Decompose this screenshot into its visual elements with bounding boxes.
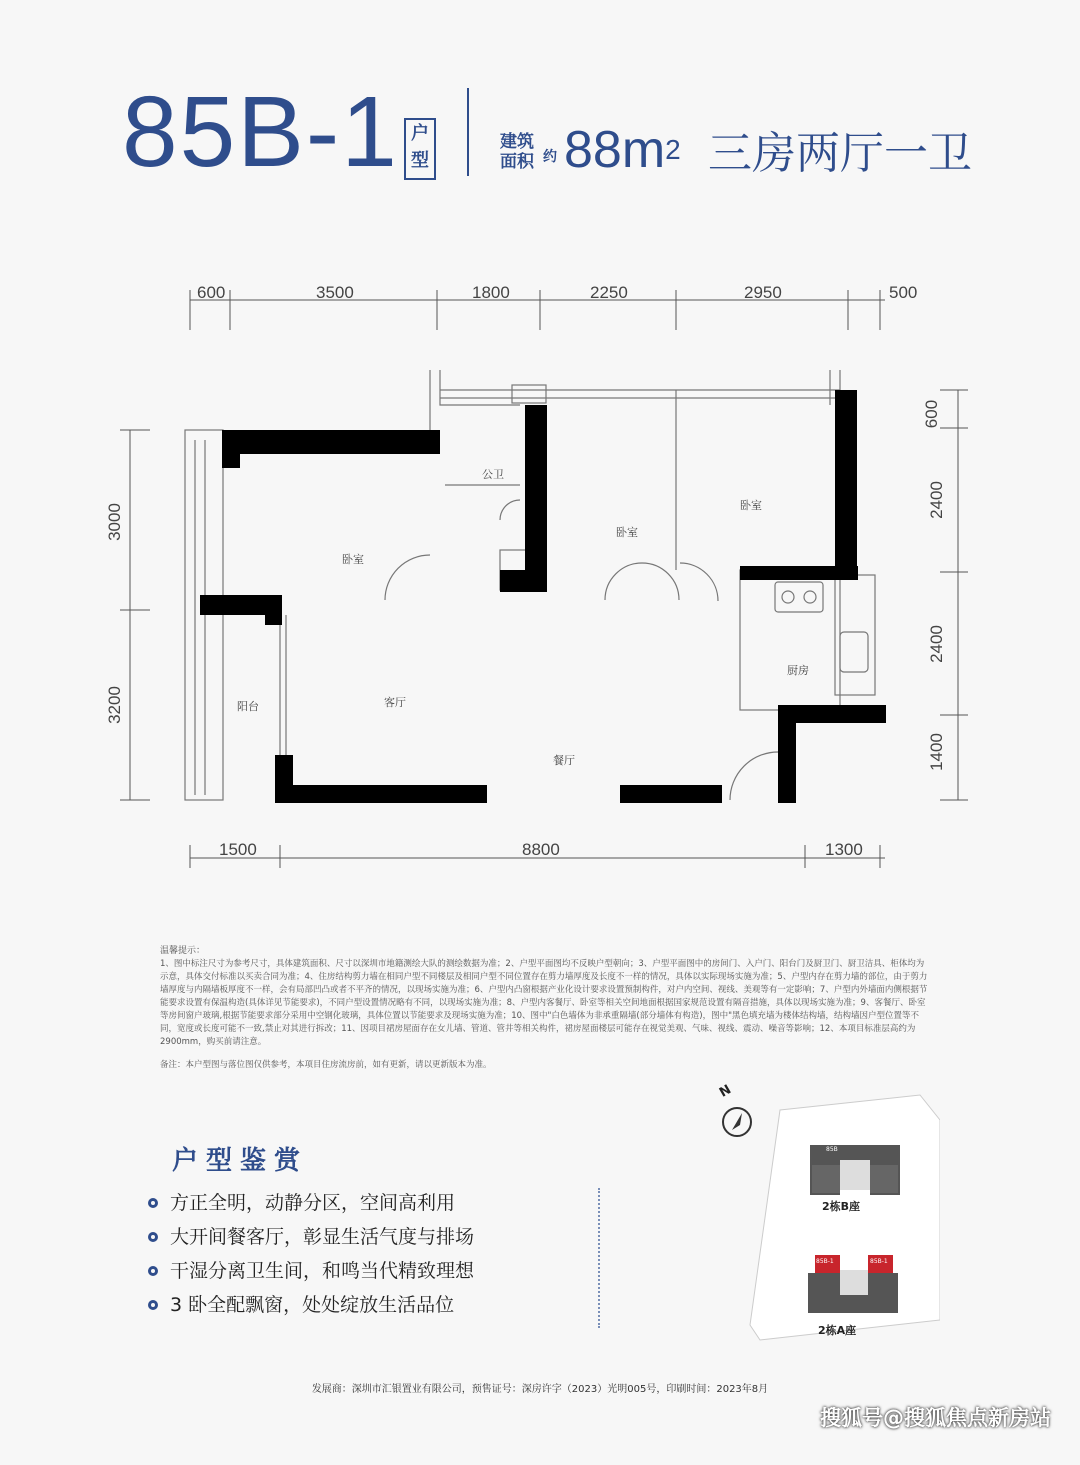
bullet-icon (148, 1300, 158, 1310)
dim-top-6: 500 (889, 283, 918, 302)
room-bedroom-3: 卧室 (740, 500, 762, 512)
feature-list (148, 1186, 474, 1322)
notes-footnote: 备注：本户型图与落位图仅供参考，本项目住房流房前，如有更新，请以更新版本为准。 (160, 1060, 492, 1070)
dim-right-4: 1400 (926, 733, 946, 771)
building-a-label: 2栋A座 (818, 1324, 857, 1337)
site-plan-drawing (690, 1070, 940, 1345)
area-approx: 约 (543, 149, 557, 165)
dotted-separator (598, 1188, 600, 1328)
room-bedroom-2: 卧室 (616, 527, 638, 539)
bullet-icon (148, 1232, 158, 1242)
notes-title: 温馨提示： (160, 946, 206, 956)
room-bathroom: 公卫 (482, 469, 504, 481)
dim-top-3: 1800 (472, 283, 510, 302)
dim-top-1: 600 (197, 283, 226, 302)
floor-plan (0, 270, 1080, 870)
dim-bottom-2: 8800 (522, 840, 560, 859)
room-bedroom-1: 卧室 (342, 554, 364, 566)
dim-right-3: 2400 (926, 625, 946, 663)
compass-label: N (716, 1082, 734, 1101)
room-balcony: 阳台 (237, 701, 259, 713)
dim-top-2: 3500 (316, 283, 354, 302)
room-dining: 餐厅 (553, 755, 575, 767)
footer: 发展商：深圳市汇银置业有限公司，预售证号：深房许字（2023）光明005号，印刷时间：2023年8月 (311, 1384, 769, 1395)
bullet-icon (148, 1266, 158, 1276)
bullet-icon (148, 1198, 158, 1208)
building-b-label: 2栋B座 (822, 1200, 861, 1213)
feature-title: 户型鉴赏 (172, 1146, 309, 1176)
dim-top-5: 2950 (744, 283, 782, 302)
area-value: $88m^2$ (564, 121, 681, 179)
unit-tag: 85B (826, 1146, 838, 1153)
watermark: 搜狐号@搜狐焦点新房站 (820, 1406, 1051, 1430)
feature-item: 3 卧全配飘窗，处处绽放生活品位 (148, 1288, 474, 1322)
notes (160, 945, 930, 1072)
feature-item: 大开间餐客厅，彰显生活气度与排场 (148, 1220, 474, 1254)
notes-body: 1、图中标注尺寸为参考尺寸，具体建筑面积、尺寸以深圳市地籍测绘大队的测绘数据为准；2、户型平面图均不反映户型朝向；3、户型平面图中的房间门、入户门、阳台门及厨卫门、厨卫洁具、柜体均为示意，具体交付标准以买卖合同为准；4、住房结构剪力墙在相同户型不同楼层及相同户型不同位置存在剪力墙厚度及长度不一样的情况，具体以实际现场实施为准；5、户型内存在剪力墙的部位，由于剪力墙厚度与内隔墙板厚度不一样，会有局部凹凸或者不平齐的情况，以现场实施为准；6、户型内凸窗根据产业化设计要求设置预制构件，对户内空间、视线、美观等有一定影响；7、户型内外墙面内侧根据节能要求设置有保温构造(具体详见节能要求)，不同户型设置情况略有不同，以现场实施为准；8、户型内客餐厅、卧室等相关空间地面根据国家规范设置有隔音措施，具体以现场实施为准；9、客餐厅、卧室等房间窗户玻璃,根据节能要求部分采用中空钢化玻璃，具体位置以节能要求及现场实施为准；10、图中"白色墙体为非承重隔墙(部分墙体有构造)，图中"黑色填充墙为楼体结构墙，结构墙因户型位置等不同，宽度或长度可能不一致,禁止对其进行拆改；11、因项目裙房屋面存在女儿墙、管道、管井等相关构件，裙房屋面楼层可能存在视觉美观、气味、视线、震动、噪音等影响；12、本项目标准层高约为2900mm，购买前请注意。 (160, 959, 928, 1047)
feature-item: 方正全明，动静分区，空间高利用 (148, 1186, 474, 1220)
dim-bottom-3: 1300 (825, 840, 863, 859)
feature-item: 干湿分离卫生间，和鸣当代精致理想 (148, 1254, 474, 1288)
room-kitchen: 厨房 (787, 665, 809, 677)
header-divider (467, 88, 469, 176)
site-plan (690, 1070, 940, 1345)
dim-right-1: 600 (922, 399, 942, 429)
layout-type: 三房两厅一卫 (708, 128, 972, 179)
dim-top-4: 2250 (590, 283, 628, 302)
unit-tag-highlight: 85B-1 (870, 1258, 888, 1265)
dim-right-2: 2400 (926, 481, 946, 519)
compass-icon (723, 1108, 751, 1136)
room-living: 客厅 (384, 697, 406, 709)
area-label: 建筑面积 (500, 132, 534, 172)
unit-suffix: 户型 (404, 118, 436, 180)
unit-tag-highlight: 85B-1 (816, 1258, 834, 1265)
unit-code: 85B-1 (122, 76, 399, 188)
dim-left-1: 3000 (104, 503, 124, 541)
dim-bottom-1: 1500 (219, 840, 257, 859)
dim-left-2: 3200 (104, 686, 124, 724)
